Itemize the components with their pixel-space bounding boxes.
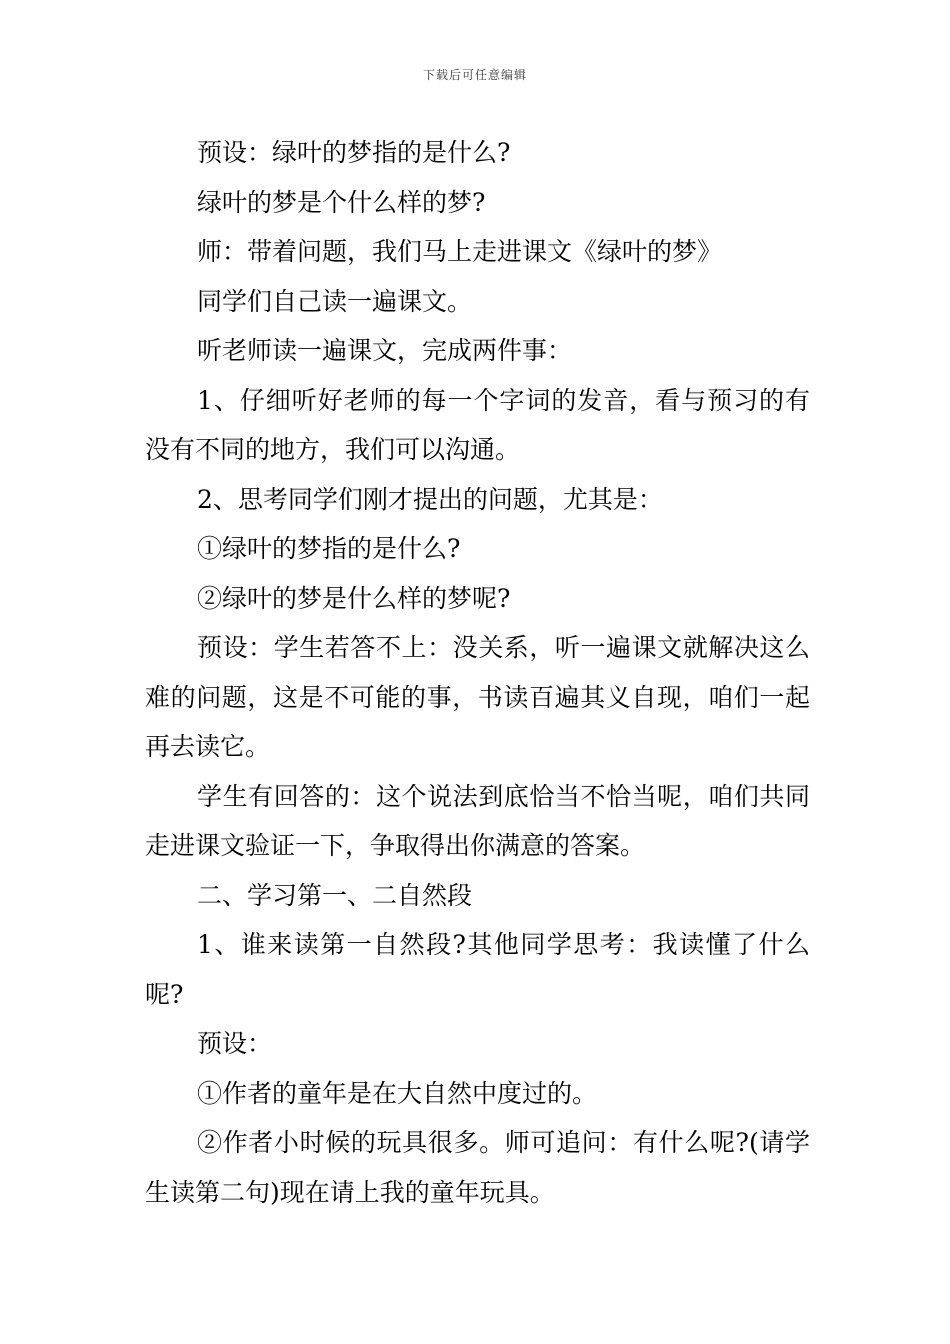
paragraph: 预设：学生若答不上：没关系，听一遍课文就解决这么难的问题，这是不可能的事，书读百遍其义自现，咱们一起再去读它。 [145, 633, 810, 761]
paragraph: 1、谁来读第一自然段?其他同学思考：我读懂了什么呢? [145, 930, 810, 1009]
paragraph: 1、仔细听好老师的每一个字词的发音，看与预习的有没有不同的地方，我们可以沟通。 [145, 385, 810, 464]
paragraph: 2、思考同学们刚才提出的问题，尤其是： [197, 484, 663, 514]
paragraph: 绿叶的梦是个什么样的梦? [197, 187, 486, 217]
paragraph: ①作者的童年是在大自然中度过的。 [197, 1078, 598, 1108]
paragraph: 学生有回答的：这个说法到底恰当不恰当呢，咱们共同走进课文验证一下，争取得出你满意的答案。 [145, 781, 810, 860]
paragraph: 同学们自己读一遍课文。 [197, 286, 473, 316]
section-heading: 二、学习第一、二自然段 [197, 880, 473, 910]
paragraph: 听老师读一遍课文，完成两件事： [197, 336, 573, 365]
paragraph: 预设： [197, 1029, 273, 1058]
paragraph: ②作者小时候的玩具很多。师可追问：有什么呢?(请学生读第二句)现在请上我的童年玩具。 [145, 1128, 810, 1207]
paragraph: 预设：绿叶的梦指的是什么? [197, 138, 511, 167]
document-body [145, 128, 810, 1217]
header-note: 下载后可任意编辑 [422, 68, 527, 82]
paragraph: ②绿叶的梦是什么样的梦呢? [197, 583, 511, 613]
paragraph: 师：带着问题，我们马上走进课文《绿叶的梦》 [197, 237, 723, 266]
paragraph: ①绿叶的梦指的是什么? [197, 534, 461, 563]
